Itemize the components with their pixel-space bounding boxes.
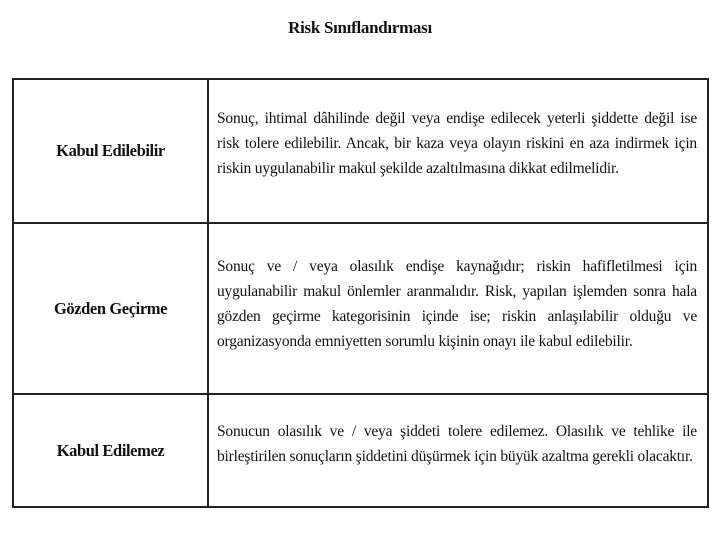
table-row [13, 223, 708, 394]
risk-category-acceptable: Kabul Edilebilir [13, 79, 208, 223]
table-row [13, 79, 708, 223]
risk-description-acceptable: Sonuç, ihtimal dâhilinde değil veya endişe edilecek yeterli şiddette değil ise risk tolere edilebilir. Ancak, bir kaza veya olayın riskini en aza indirmek için riskin uygulanabilir makul şekilde azaltılmasına dikkat edilmelidir. [208, 79, 708, 223]
risk-description-unacceptable: Sonucun olasılık ve / veya şiddeti tolere edilemez. Olasılık ve tehlike ile birleştirilen sonuçların şiddetini düşürmek için büyük azaltma gerekli olacaktır. [208, 394, 708, 507]
risk-description-review: Sonuç ve / veya olasılık endişe kaynağıdır; riskin hafifletilmesi için uygulanabilir makul önlemler aranmalıdır. Risk, yapılan işlemden sonra hala gözden geçirme kategorisinin içinde ise; riskin anlaşılabilir olduğu ve organizasyonda emniyetten sorumlu kişinin onayı ile kabul edilebilir. [208, 223, 708, 394]
risk-classification-table [12, 78, 709, 508]
page-title: Risk Sınıflandırması [288, 18, 432, 37]
risk-category-unacceptable: Kabul Edilemez [13, 394, 208, 507]
risk-category-review: Gözden Geçirme [13, 223, 208, 394]
table-row [13, 394, 708, 507]
